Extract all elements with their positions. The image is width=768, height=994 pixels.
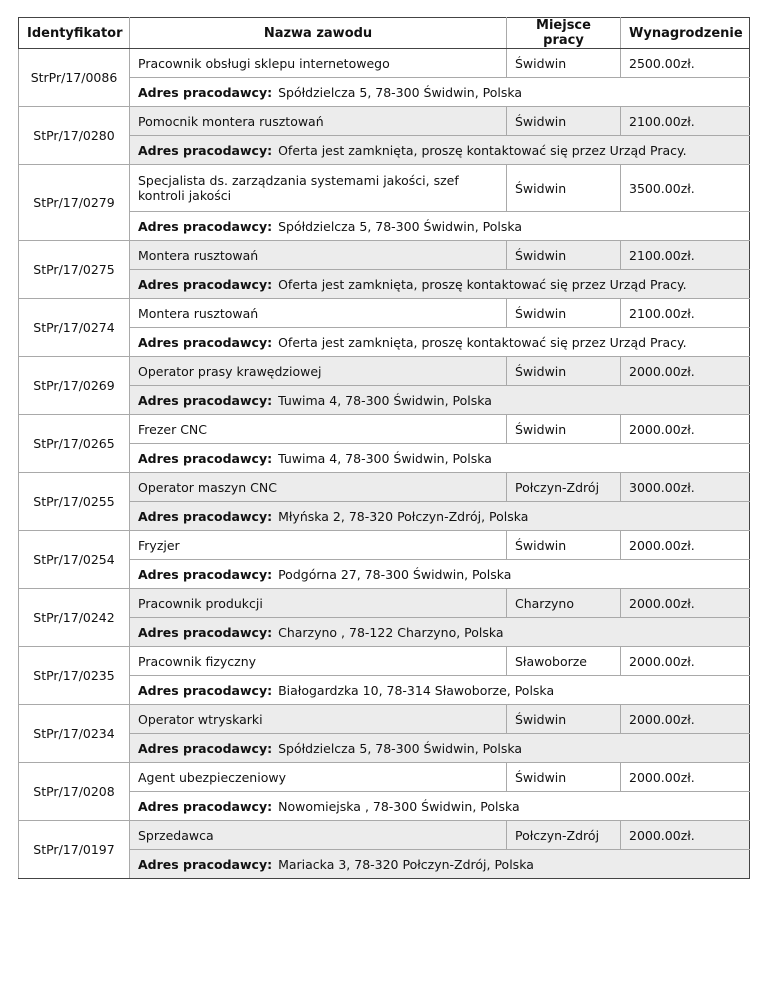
- job-workplace: Świdwin: [507, 763, 621, 792]
- employer-address-cell: [130, 676, 750, 705]
- job-workplace: Świdwin: [507, 705, 621, 734]
- job-workplace: Sławoborze: [507, 647, 621, 676]
- job-identifier: StPr/17/0254: [19, 531, 130, 589]
- header-salary: Wynagrodzenie: [621, 18, 750, 49]
- job-salary: 3000.00zł.: [621, 473, 750, 502]
- header-identifier: Identyfikator: [19, 18, 130, 49]
- job-offer-group: [19, 415, 750, 473]
- job-name: Operator maszyn CNC: [130, 473, 507, 502]
- job-offer-row: [19, 299, 750, 328]
- job-salary: 2000.00zł.: [621, 705, 750, 734]
- job-salary: 2000.00zł.: [621, 415, 750, 444]
- job-identifier: StPr/17/0235: [19, 647, 130, 705]
- employer-address-label: Adres pracodawcy:: [138, 682, 273, 698]
- job-workplace: Połczyn-Zdrój: [507, 473, 621, 502]
- job-name: Pracownik obsługi sklepu internetowego: [130, 49, 507, 78]
- job-workplace: Świdwin: [507, 165, 621, 212]
- job-identifier: StPr/17/0197: [19, 821, 130, 879]
- job-offer-row: [19, 705, 750, 734]
- job-identifier: StPr/17/0269: [19, 357, 130, 415]
- employer-address-cell: [130, 212, 750, 241]
- employer-address-label: Adres pracodawcy:: [138, 276, 273, 292]
- job-name: Operator wtryskarki: [130, 705, 507, 734]
- employer-address-cell: [130, 78, 750, 107]
- employer-address: Spółdzielcza 5, 78-300 Świdwin, Polska: [278, 218, 523, 234]
- job-identifier: StPr/17/0255: [19, 473, 130, 531]
- job-salary: 2000.00zł.: [621, 357, 750, 386]
- job-workplace: Świdwin: [507, 531, 621, 560]
- employer-address: Mariacka 3, 78-320 Połczyn-Zdrój, Polska: [278, 856, 534, 872]
- job-identifier: StPr/17/0208: [19, 763, 130, 821]
- job-name: Specjalista ds. zarządzania systemami jakości, szef kontroli jakości: [130, 165, 507, 212]
- job-offer-row: [19, 49, 750, 78]
- job-offers-table: [18, 17, 750, 879]
- employer-address-label: Adres pracodawcy:: [138, 142, 273, 158]
- job-identifier: StPr/17/0279: [19, 165, 130, 241]
- employer-address-cell: [130, 618, 750, 647]
- job-salary: 2000.00zł.: [621, 821, 750, 850]
- employer-address-label: Adres pracodawcy:: [138, 508, 273, 524]
- employer-address-label: Adres pracodawcy:: [138, 392, 273, 408]
- job-offer-group: [19, 165, 750, 241]
- employer-address-cell: [130, 386, 750, 415]
- job-offer-group: [19, 49, 750, 107]
- employer-address-label: Adres pracodawcy:: [138, 856, 273, 872]
- job-salary: 3500.00zł.: [621, 165, 750, 212]
- job-offer-group: [19, 531, 750, 589]
- job-offer-group: [19, 821, 750, 879]
- job-offer-row: [19, 241, 750, 270]
- employer-address-cell: [130, 734, 750, 763]
- job-offer-row: [19, 821, 750, 850]
- employer-address: Tuwima 4, 78-300 Świdwin, Polska: [278, 450, 492, 466]
- job-offer-row: [19, 165, 750, 212]
- job-offer-row: [19, 415, 750, 444]
- employer-address-label: Adres pracodawcy:: [138, 334, 273, 350]
- employer-address-cell: [130, 328, 750, 357]
- job-salary: 2000.00zł.: [621, 589, 750, 618]
- job-workplace: Świdwin: [507, 357, 621, 386]
- header-workplace: Miejsce pracy: [507, 18, 621, 49]
- job-offer-row: [19, 647, 750, 676]
- job-workplace: Świdwin: [507, 415, 621, 444]
- job-identifier: StPr/17/0242: [19, 589, 130, 647]
- employer-address-label: Adres pracodawcy:: [138, 450, 273, 466]
- employer-address: Charzyno , 78-122 Charzyno, Polska: [278, 624, 504, 640]
- job-identifier: StPr/17/0274: [19, 299, 130, 357]
- job-offer-group: [19, 763, 750, 821]
- employer-address: Oferta jest zamknięta, proszę kontaktować się przez Urząd Pracy.: [278, 142, 687, 158]
- employer-address: Nowomiejska , 78-300 Świdwin, Polska: [278, 798, 520, 814]
- employer-address: Tuwima 4, 78-300 Świdwin, Polska: [278, 392, 492, 408]
- header-job-name: Nazwa zawodu: [130, 18, 507, 49]
- job-offer-group: [19, 705, 750, 763]
- job-offer-row: [19, 763, 750, 792]
- job-name: Fryzjer: [130, 531, 507, 560]
- employer-address-label: Adres pracodawcy:: [138, 740, 273, 756]
- employer-address: Białogardzka 10, 78-314 Sławoborze, Polska: [278, 682, 555, 698]
- employer-address-label: Adres pracodawcy:: [138, 624, 273, 640]
- employer-address-label: Adres pracodawcy:: [138, 566, 273, 582]
- employer-address: Młyńska 2, 78-320 Połczyn-Zdrój, Polska: [278, 508, 529, 524]
- employer-address-cell: [130, 792, 750, 821]
- employer-address-label: Adres pracodawcy:: [138, 798, 273, 814]
- job-identifier: StPr/17/0234: [19, 705, 130, 763]
- job-identifier: StPr/17/0265: [19, 415, 130, 473]
- job-workplace: Charzyno: [507, 589, 621, 618]
- job-salary: 2000.00zł.: [621, 531, 750, 560]
- job-offer-group: [19, 357, 750, 415]
- employer-address-cell: [130, 502, 750, 531]
- job-offer-group: [19, 107, 750, 165]
- job-workplace: Świdwin: [507, 299, 621, 328]
- job-salary: 2000.00zł.: [621, 763, 750, 792]
- job-workplace: Połczyn-Zdrój: [507, 821, 621, 850]
- job-offer-group: [19, 299, 750, 357]
- job-offer-row: [19, 589, 750, 618]
- job-offer-row: [19, 107, 750, 136]
- employer-address: Spółdzielcza 5, 78-300 Świdwin, Polska: [278, 740, 523, 756]
- employer-address: Oferta jest zamknięta, proszę kontaktować się przez Urząd Pracy.: [278, 334, 687, 350]
- job-identifier: StPr/17/0275: [19, 241, 130, 299]
- job-offer-group: [19, 589, 750, 647]
- job-name: Pracownik fizyczny: [130, 647, 507, 676]
- job-offer-group: [19, 647, 750, 705]
- job-identifier: StPr/17/0280: [19, 107, 130, 165]
- job-name: Sprzedawca: [130, 821, 507, 850]
- job-name: Agent ubezpieczeniowy: [130, 763, 507, 792]
- job-name: Pracownik produkcji: [130, 589, 507, 618]
- table-header-row: [19, 18, 750, 49]
- job-workplace: Świdwin: [507, 49, 621, 78]
- employer-address-label: Adres pracodawcy:: [138, 84, 273, 100]
- job-offer-row: [19, 531, 750, 560]
- employer-address-cell: [130, 444, 750, 473]
- job-salary: 2100.00zł.: [621, 107, 750, 136]
- employer-address: Podgórna 27, 78-300 Świdwin, Polska: [278, 566, 512, 582]
- job-salary: 2100.00zł.: [621, 241, 750, 270]
- job-name: Operator prasy krawędziowej: [130, 357, 507, 386]
- employer-address-cell: [130, 560, 750, 589]
- job-name: Frezer CNC: [130, 415, 507, 444]
- employer-address-cell: [130, 850, 750, 879]
- job-name: Montera rusztowań: [130, 241, 507, 270]
- employer-address: Spółdzielcza 5, 78-300 Świdwin, Polska: [278, 84, 523, 100]
- job-offer-group: [19, 473, 750, 531]
- employer-address: Oferta jest zamknięta, proszę kontaktować się przez Urząd Pracy.: [278, 276, 687, 292]
- job-offer-group: [19, 241, 750, 299]
- employer-address-cell: [130, 136, 750, 165]
- job-workplace: Świdwin: [507, 107, 621, 136]
- job-salary: 2000.00zł.: [621, 647, 750, 676]
- job-salary: 2100.00zł.: [621, 299, 750, 328]
- employer-address-label: Adres pracodawcy:: [138, 218, 273, 234]
- job-name: Montera rusztowań: [130, 299, 507, 328]
- job-offer-row: [19, 473, 750, 502]
- job-offer-row: [19, 357, 750, 386]
- job-identifier: StrPr/17/0086: [19, 49, 130, 107]
- job-name: Pomocnik montera rusztowań: [130, 107, 507, 136]
- job-workplace: Świdwin: [507, 241, 621, 270]
- employer-address-cell: [130, 270, 750, 299]
- job-salary: 2500.00zł.: [621, 49, 750, 78]
